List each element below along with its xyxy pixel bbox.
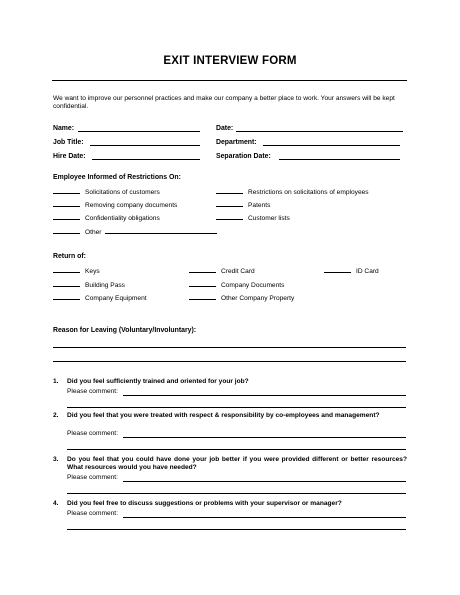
restriction-item[interactable]: Confidentiality obligations xyxy=(53,213,160,222)
comment-line[interactable] xyxy=(67,493,406,494)
please-comment-label: Please comment: xyxy=(67,388,118,395)
return-item[interactable]: Keys xyxy=(53,266,100,275)
please-comment-label: Please comment: xyxy=(67,474,118,481)
restriction-item-other[interactable]: Other xyxy=(53,227,102,236)
return-item[interactable]: Building Pass xyxy=(53,280,125,289)
comment-line[interactable] xyxy=(123,395,406,396)
restrictions-heading: Employee Informed of Restrictions On: xyxy=(53,174,181,181)
job-title-label: Job Title: xyxy=(53,139,84,146)
separation-date-label: Separation Date: xyxy=(216,153,271,160)
restriction-item[interactable]: Customer lists xyxy=(216,213,290,222)
return-item[interactable]: Credit Card xyxy=(189,266,255,275)
hire-date-label: Hire Date: xyxy=(53,153,86,160)
return-item[interactable]: Company Documents xyxy=(189,280,284,289)
question-number: 1. xyxy=(53,378,59,385)
name-label: Name: xyxy=(53,125,75,132)
question-number: 3. xyxy=(53,456,59,463)
question-text: Did you feel that you were treated with respect & responsibility by co-employees and management? xyxy=(67,412,380,419)
department-label: Department: xyxy=(216,139,257,146)
comment-line[interactable] xyxy=(67,407,406,408)
question-text: Do you feel that you could have done your job better if you were provided different or better resources? What resources would you have needed? xyxy=(67,456,407,472)
question-text: Did you feel sufficiently trained and oriented for your job? xyxy=(67,378,249,385)
reason-line[interactable] xyxy=(53,347,406,348)
question-number: 2. xyxy=(53,412,59,419)
restriction-item[interactable]: Solicitations of customers xyxy=(53,187,160,196)
comment-line[interactable] xyxy=(67,449,406,450)
comment-line[interactable] xyxy=(123,517,406,518)
return-item[interactable]: ID Card xyxy=(324,266,379,275)
form-title: EXIT INTERVIEW FORM xyxy=(163,55,297,67)
date-field[interactable] xyxy=(236,131,403,132)
comment-line[interactable] xyxy=(123,481,406,482)
department-field[interactable] xyxy=(263,145,400,146)
return-of-heading: Return of: xyxy=(53,253,86,260)
return-item[interactable]: Company Equipment xyxy=(53,293,147,302)
reason-heading: Reason for Leaving (Voluntary/Involuntary): xyxy=(53,327,197,334)
restriction-item[interactable]: Restrictions on solicitations of employees xyxy=(216,187,369,196)
separation-date-field[interactable] xyxy=(279,159,400,160)
question-number: 4. xyxy=(53,500,59,507)
intro-text: We want to improve our personnel practices and make our company a better place to work. Your answers will be kept confidential. xyxy=(53,95,395,111)
question-text: Did you feel free to discuss suggestions or problems with your supervisor or manager? xyxy=(67,500,342,507)
reason-line[interactable] xyxy=(53,361,406,362)
please-comment-label: Please comment: xyxy=(67,430,118,437)
job-title-field[interactable] xyxy=(90,145,200,146)
name-field[interactable] xyxy=(78,131,200,132)
please-comment-label: Please comment: xyxy=(67,510,118,517)
return-item[interactable]: Other Company Property xyxy=(189,293,294,302)
comment-line[interactable] xyxy=(67,529,406,530)
restriction-other-field[interactable] xyxy=(105,233,217,234)
title-divider xyxy=(52,80,407,81)
hire-date-field[interactable] xyxy=(92,159,200,160)
date-label: Date: xyxy=(216,125,234,132)
restriction-item[interactable]: Removing company documents xyxy=(53,200,177,209)
comment-line[interactable] xyxy=(123,437,406,438)
restriction-item[interactable]: Patents xyxy=(216,200,270,209)
